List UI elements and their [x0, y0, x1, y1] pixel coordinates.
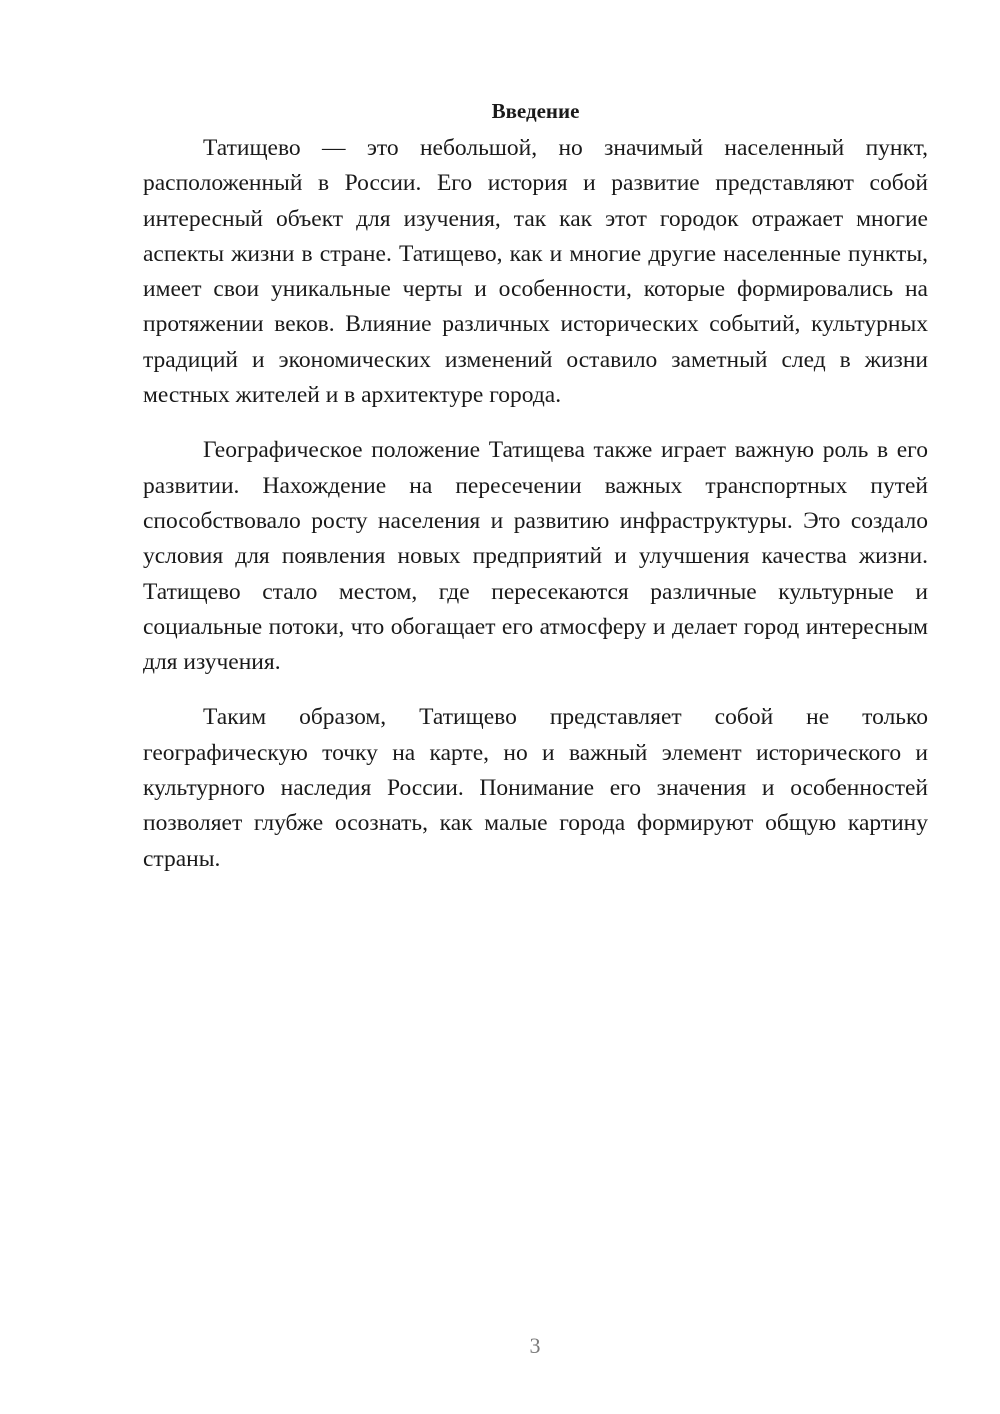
page-number: 3 — [529, 1333, 541, 1358]
paragraph-2: Географическое положение Татищева также играет важную роль в его развитии. Нахождение на пересечении важных транспортных путей способствовало росту населения и развитию инфраструктуры. Это создало условия для появления новых предприятий и улучшения качества жизни. Татищево стало местом, где пересекаются различные культурные и социальные потоки, что обогащает его атмосферу и делает город интересным для изучения. — [143, 437, 928, 676]
paragraph-3: Таким образом, Татищево представляет собой не только географическую точку на карте, но и важный элемент исторического и культурного наследия России. Понимание его значения и особенностей позволяет глубже осознать, как малые города формируют общую картину страны. — [143, 704, 928, 872]
page-content — [143, 95, 928, 897]
paragraph-1: Татищево — это небольшой, но значимый населенный пункт, расположенный в России. Его история и развитие представляют собой интересный объект для изучения, так как этот городок отражает многие аспекты жизни в стране. Татищево, как и многие другие населенные пункты, имеет свои уникальные черты и особенности, которые формировались на протяжении веков. Влияние различных исторических событий, культурных традиций и экономических изменений оставило заметный след в жизни местных жителей и в архитектуре города. — [143, 135, 928, 409]
section-heading: Введение — [491, 99, 580, 123]
